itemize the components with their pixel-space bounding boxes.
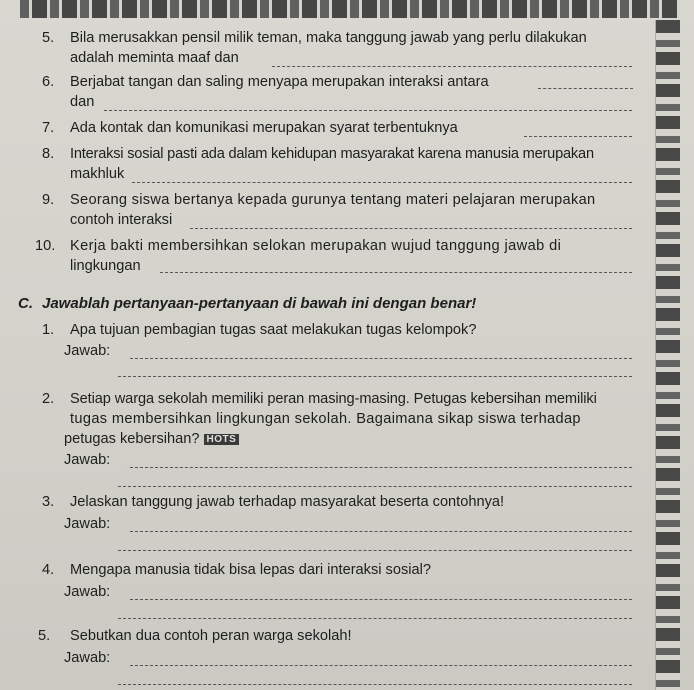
decorative-top-border (20, 0, 680, 18)
question-number: 5. (38, 628, 51, 644)
answer-blank[interactable] (132, 182, 632, 183)
item-text: contoh interaksi (70, 212, 173, 228)
hots-badge: HOTS (204, 434, 240, 445)
item-text: Interaksi sosial pasti ada dalam kehidupan masyarakat karena manusia merupakan (70, 146, 594, 162)
answer-blank[interactable] (118, 550, 632, 551)
answer-blank[interactable] (130, 599, 632, 600)
answer-blank[interactable] (538, 88, 633, 89)
answer-blank[interactable] (130, 665, 632, 666)
item-text: Ada kontak dan komunikasi merupakan syarat terbentuknya (70, 120, 458, 136)
item-number: 7. (42, 120, 55, 136)
decorative-right-border (655, 20, 680, 690)
question-text: Jelaskan tanggung jawab terhadap masyarakat beserta contohnya! (70, 494, 505, 510)
answer-blank[interactable] (118, 684, 632, 685)
answer-blank[interactable] (118, 376, 632, 377)
question-text: Apa tujuan pembagian tugas saat melakukan tugas kelompok? (70, 322, 477, 338)
question-text: petugas kebersihan? (64, 431, 200, 447)
answer-label: Jawab: (64, 650, 111, 666)
answer-label: Jawab: (64, 343, 111, 359)
answer-label: Jawab: (64, 452, 111, 468)
question-text-last-line (64, 431, 239, 447)
item-text: adalah meminta maaf dan (70, 50, 239, 66)
item-number: 5. (42, 30, 55, 46)
answer-label: Jawab: (64, 516, 111, 532)
item-text: lingkungan (70, 258, 141, 274)
question-text: tugas membersihkan lingkungan sekolah. Bagaimana sikap siswa terhadap (70, 411, 581, 427)
item-text: Bila merusakkan pensil milik teman, maka tanggung jawab yang perlu dilakukan (70, 30, 587, 46)
question-text: Sebutkan dua contoh peran warga sekolah! (70, 628, 352, 644)
answer-blank[interactable] (118, 486, 632, 487)
answer-blank[interactable] (104, 110, 632, 111)
item-text: Berjabat tangan dan saling menyapa merupakan interaksi antara (70, 74, 489, 90)
answer-blank[interactable] (524, 136, 632, 137)
item-text: Kerja bakti membersihkan selokan merupakan wujud tanggung jawab di (70, 238, 562, 254)
item-number: 8. (42, 146, 55, 162)
answer-blank[interactable] (160, 272, 632, 273)
answer-blank[interactable] (130, 358, 632, 359)
section-title: Jawablah pertanyaan-pertanyaan di bawah ini dengan benar! (42, 295, 477, 312)
answer-blank[interactable] (118, 618, 632, 619)
item-text: Seorang siswa bertanya kepada gurunya tentang materi pelajaran merupakan (70, 192, 596, 208)
question-number: 2. (42, 391, 55, 407)
item-number: 6. (42, 74, 55, 90)
item-number: 9. (42, 192, 55, 208)
question-text: Mengapa manusia tidak bisa lepas dari interaksi sosial? (70, 562, 431, 578)
answer-label: Jawab: (64, 584, 111, 600)
question-number: 4. (42, 562, 55, 578)
question-number: 3. (42, 494, 55, 510)
answer-blank[interactable] (190, 228, 632, 229)
question-number: 1. (42, 322, 55, 338)
question-text: Setiap warga sekolah memiliki peran masing-masing. Petugas kebersihan memiliki (70, 391, 597, 407)
answer-blank[interactable] (130, 467, 632, 468)
item-number: 10. (35, 238, 56, 254)
answer-blank[interactable] (272, 66, 632, 67)
section-letter: C. (18, 295, 33, 312)
item-text: makhluk (70, 166, 125, 182)
item-text: dan (70, 94, 95, 110)
answer-blank[interactable] (130, 531, 632, 532)
